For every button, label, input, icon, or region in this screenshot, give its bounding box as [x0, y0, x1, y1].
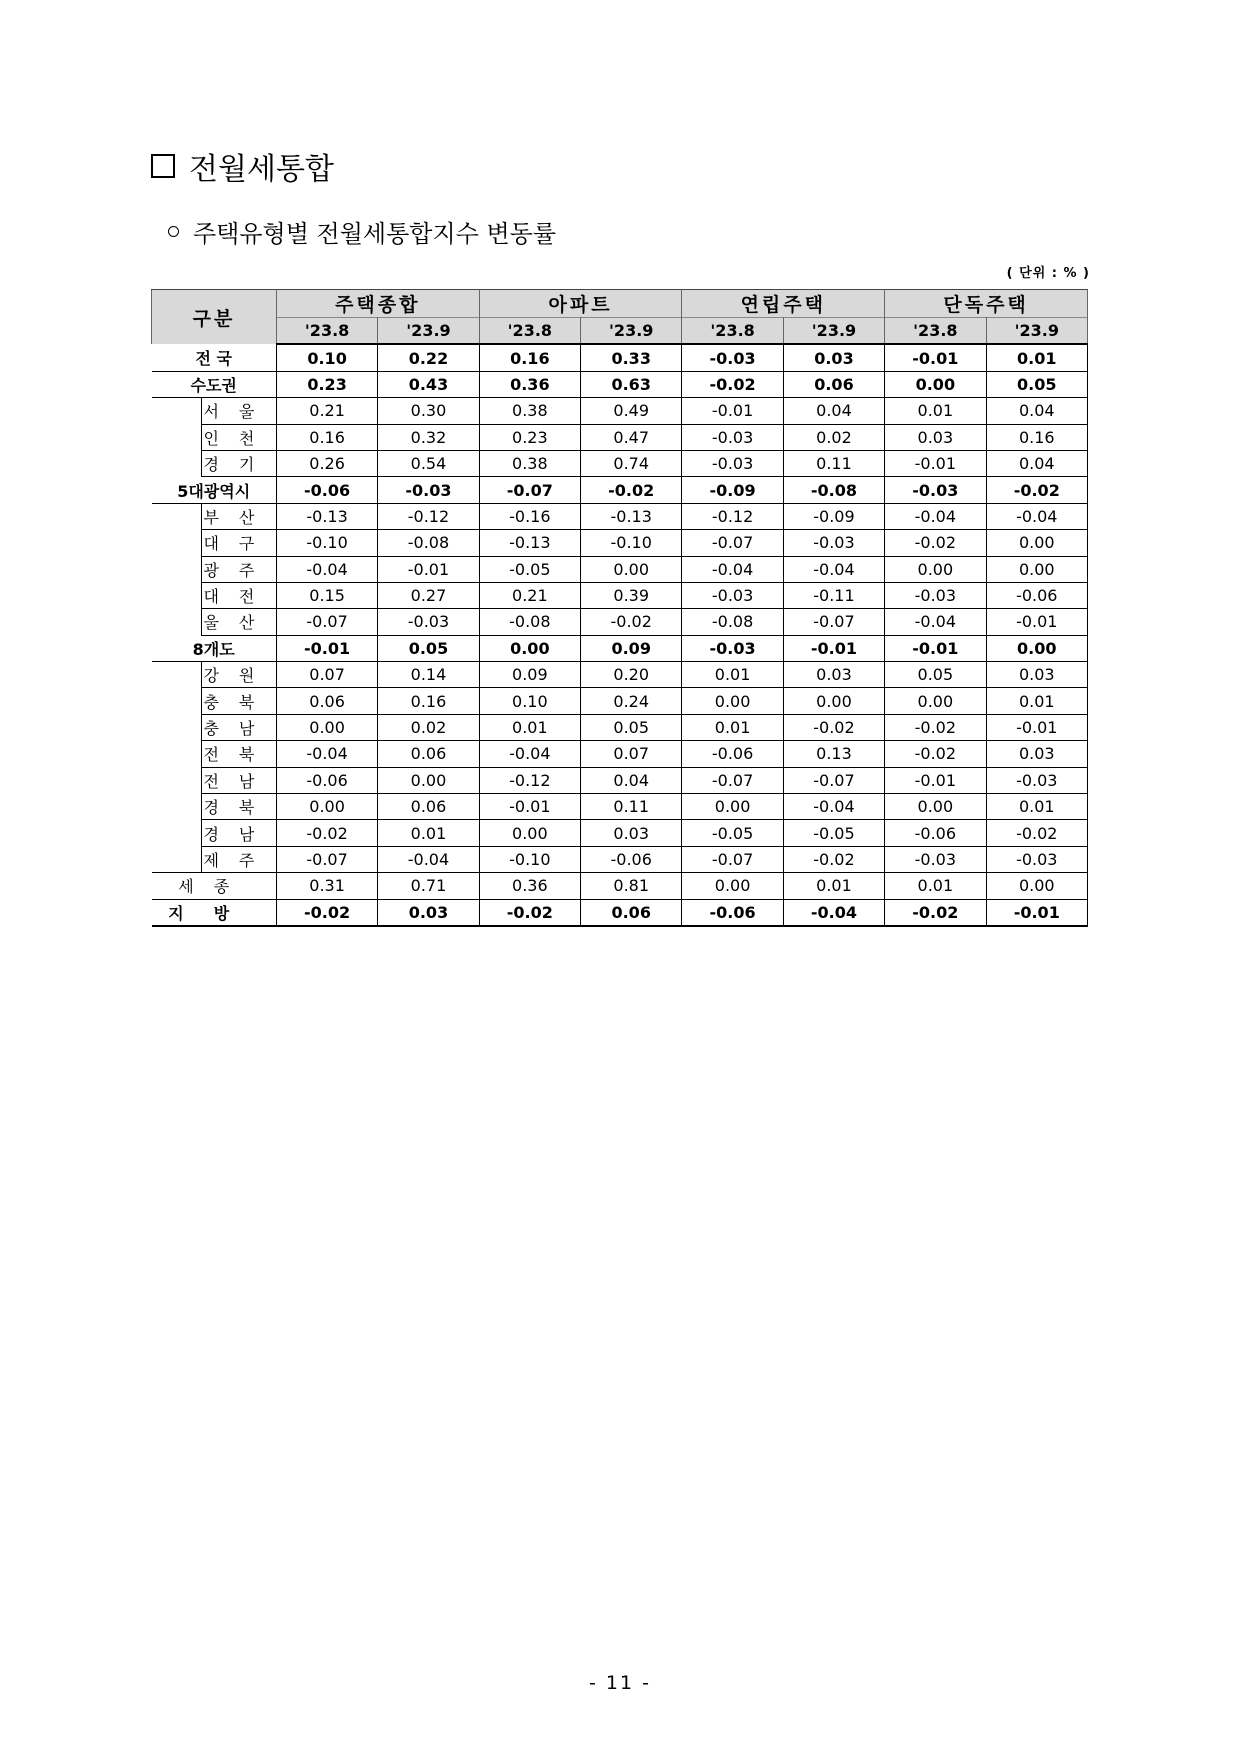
- value-cell: 0.07: [581, 741, 682, 767]
- value-cell: 0.06: [276, 688, 377, 714]
- table-row: [152, 424, 1088, 450]
- table-row: [152, 662, 1088, 688]
- table-header-periods: [152, 318, 1088, 345]
- value-cell: 0.74: [581, 450, 682, 476]
- value-cell: 0.00: [986, 873, 1087, 899]
- group-header: 단독주택: [885, 290, 1088, 318]
- row-label: 5대광역시: [152, 477, 277, 503]
- value-cell: 0.14: [378, 662, 479, 688]
- table-row: [152, 688, 1088, 714]
- period-header: '23.8: [885, 318, 986, 345]
- value-cell: -0.06: [581, 846, 682, 872]
- value-cell: 0.00: [885, 688, 986, 714]
- value-cell: -0.03: [986, 767, 1087, 793]
- value-cell: -0.04: [783, 556, 884, 582]
- value-cell: 0.16: [986, 424, 1087, 450]
- row-label: 지방: [152, 899, 277, 926]
- row-indent-spacer: [152, 767, 202, 793]
- value-cell: -0.07: [682, 530, 783, 556]
- table-row: [152, 530, 1088, 556]
- value-cell: 0.39: [581, 582, 682, 608]
- table-row: [152, 846, 1088, 872]
- value-cell: -0.12: [479, 767, 580, 793]
- value-cell: 0.03: [986, 662, 1087, 688]
- row-label: 경남: [201, 820, 276, 846]
- row-label: 인천: [201, 424, 276, 450]
- value-cell: 0.23: [276, 371, 377, 397]
- value-cell: -0.04: [986, 503, 1087, 529]
- corner-label: 구분: [152, 290, 277, 345]
- value-cell: -0.08: [479, 609, 580, 635]
- value-cell: 0.54: [378, 450, 479, 476]
- group-header: 주택종합: [276, 290, 479, 318]
- value-cell: -0.06: [682, 899, 783, 926]
- row-indent-spacer: [152, 450, 202, 476]
- value-cell: 0.03: [885, 424, 986, 450]
- value-cell: -0.12: [682, 503, 783, 529]
- value-cell: 0.02: [783, 424, 884, 450]
- value-cell: -0.02: [276, 820, 377, 846]
- row-label: 서울: [201, 398, 276, 424]
- value-cell: 0.71: [378, 873, 479, 899]
- value-cell: -0.02: [783, 714, 884, 740]
- value-cell: 0.00: [885, 371, 986, 397]
- table-row: [152, 794, 1088, 820]
- value-cell: 0.47: [581, 424, 682, 450]
- value-cell: -0.04: [479, 741, 580, 767]
- row-indent-spacer: [152, 820, 202, 846]
- row-label: 울산: [201, 609, 276, 635]
- value-cell: 0.20: [581, 662, 682, 688]
- value-cell: 0.13: [783, 741, 884, 767]
- value-cell: -0.02: [783, 846, 884, 872]
- value-cell: -0.04: [783, 899, 884, 926]
- value-cell: -0.08: [682, 609, 783, 635]
- row-indent-spacer: [152, 846, 202, 872]
- value-cell: 0.01: [682, 662, 783, 688]
- value-cell: -0.11: [783, 582, 884, 608]
- value-cell: -0.01: [885, 450, 986, 476]
- value-cell: 0.00: [783, 688, 884, 714]
- value-cell: 0.00: [682, 794, 783, 820]
- value-cell: 0.00: [885, 556, 986, 582]
- row-indent-spacer: [152, 424, 202, 450]
- unit-note: ( 단위 : % ): [1006, 266, 1090, 281]
- value-cell: -0.02: [885, 530, 986, 556]
- row-indent-spacer: [152, 741, 202, 767]
- value-cell: 0.24: [581, 688, 682, 714]
- row-label: 전남: [201, 767, 276, 793]
- page-number: - 11 -: [589, 1672, 651, 1694]
- value-cell: 0.06: [783, 371, 884, 397]
- sub-heading-text: 주택유형별 전월세통합지수 변동률: [193, 220, 557, 248]
- value-cell: 0.01: [986, 688, 1087, 714]
- value-cell: 0.00: [276, 714, 377, 740]
- value-cell: 0.22: [378, 344, 479, 371]
- value-cell: 0.02: [378, 714, 479, 740]
- row-indent-spacer: [152, 609, 202, 635]
- value-cell: 0.00: [986, 635, 1087, 661]
- table-row: [152, 344, 1088, 371]
- value-cell: -0.06: [276, 477, 377, 503]
- value-cell: 0.00: [682, 873, 783, 899]
- value-cell: -0.07: [276, 846, 377, 872]
- value-cell: -0.07: [276, 609, 377, 635]
- row-indent-spacer: [152, 582, 202, 608]
- value-cell: -0.03: [682, 344, 783, 371]
- value-cell: -0.05: [783, 820, 884, 846]
- value-cell: 0.31: [276, 873, 377, 899]
- row-label: 대전: [201, 582, 276, 608]
- value-cell: -0.09: [682, 477, 783, 503]
- hollow-circle-icon: [168, 226, 179, 237]
- row-label: 대구: [201, 530, 276, 556]
- value-cell: 0.03: [783, 662, 884, 688]
- value-cell: 0.05: [581, 714, 682, 740]
- value-cell: 0.16: [479, 344, 580, 371]
- section-heading-text: 전월세통합: [189, 152, 334, 187]
- value-cell: 0.81: [581, 873, 682, 899]
- value-cell: 0.05: [378, 635, 479, 661]
- value-cell: 0.01: [378, 820, 479, 846]
- value-cell: -0.03: [885, 582, 986, 608]
- value-cell: -0.02: [682, 371, 783, 397]
- value-cell: -0.03: [682, 424, 783, 450]
- value-cell: 0.00: [378, 767, 479, 793]
- value-cell: -0.02: [986, 820, 1087, 846]
- value-cell: -0.16: [479, 503, 580, 529]
- row-indent-spacer: [152, 794, 202, 820]
- value-cell: -0.08: [783, 477, 884, 503]
- row-label: 세종: [152, 873, 277, 899]
- row-label: 부산: [201, 503, 276, 529]
- value-cell: 0.32: [378, 424, 479, 450]
- value-cell: 0.10: [479, 688, 580, 714]
- value-cell: -0.07: [479, 477, 580, 503]
- value-cell: -0.02: [581, 609, 682, 635]
- value-cell: 0.38: [479, 398, 580, 424]
- value-cell: -0.01: [885, 344, 986, 371]
- value-cell: 0.03: [378, 899, 479, 926]
- value-cell: 0.16: [276, 424, 377, 450]
- table-row: [152, 820, 1088, 846]
- table-row: [152, 714, 1088, 740]
- value-cell: -0.03: [378, 609, 479, 635]
- table-row: [152, 477, 1088, 503]
- value-cell: 0.05: [986, 371, 1087, 397]
- rental-index-table: [151, 289, 1088, 927]
- value-cell: 0.06: [378, 794, 479, 820]
- row-label: 충남: [201, 714, 276, 740]
- period-header: '23.9: [986, 318, 1087, 345]
- value-cell: 0.43: [378, 371, 479, 397]
- value-cell: 0.10: [276, 344, 377, 371]
- value-cell: 0.00: [986, 556, 1087, 582]
- value-cell: 0.21: [276, 398, 377, 424]
- value-cell: 0.36: [479, 873, 580, 899]
- value-cell: -0.13: [479, 530, 580, 556]
- value-cell: -0.06: [682, 741, 783, 767]
- table-row: [152, 450, 1088, 476]
- table-row: [152, 635, 1088, 661]
- value-cell: -0.01: [986, 714, 1087, 740]
- value-cell: 0.04: [581, 767, 682, 793]
- value-cell: 0.01: [479, 714, 580, 740]
- value-cell: -0.03: [783, 530, 884, 556]
- value-cell: -0.07: [682, 846, 783, 872]
- value-cell: 0.01: [885, 398, 986, 424]
- row-label: 강원: [201, 662, 276, 688]
- value-cell: -0.05: [479, 556, 580, 582]
- table-row: [152, 398, 1088, 424]
- row-label: 충북: [201, 688, 276, 714]
- value-cell: -0.07: [682, 767, 783, 793]
- row-indent-spacer: [152, 530, 202, 556]
- value-cell: 0.05: [885, 662, 986, 688]
- value-cell: -0.01: [479, 794, 580, 820]
- value-cell: 0.00: [682, 688, 783, 714]
- value-cell: -0.03: [986, 846, 1087, 872]
- row-label: 광주: [201, 556, 276, 582]
- value-cell: 0.38: [479, 450, 580, 476]
- value-cell: -0.01: [986, 899, 1087, 926]
- value-cell: -0.01: [783, 635, 884, 661]
- value-cell: -0.04: [783, 794, 884, 820]
- sub-heading: [168, 214, 556, 249]
- value-cell: 0.06: [378, 741, 479, 767]
- value-cell: -0.02: [885, 899, 986, 926]
- value-cell: 0.15: [276, 582, 377, 608]
- value-cell: -0.01: [986, 609, 1087, 635]
- value-cell: 0.00: [276, 794, 377, 820]
- row-indent-spacer: [152, 714, 202, 740]
- row-indent-spacer: [152, 503, 202, 529]
- value-cell: -0.06: [986, 582, 1087, 608]
- period-header: '23.8: [479, 318, 580, 345]
- value-cell: -0.08: [378, 530, 479, 556]
- value-cell: -0.04: [276, 556, 377, 582]
- period-header: '23.8: [276, 318, 377, 345]
- value-cell: -0.10: [479, 846, 580, 872]
- value-cell: 0.06: [581, 899, 682, 926]
- value-cell: 0.00: [986, 530, 1087, 556]
- value-cell: -0.02: [885, 714, 986, 740]
- value-cell: -0.03: [682, 450, 783, 476]
- value-cell: -0.01: [682, 398, 783, 424]
- row-indent-spacer: [152, 662, 202, 688]
- value-cell: -0.04: [378, 846, 479, 872]
- value-cell: -0.01: [885, 767, 986, 793]
- row-label: 제주: [201, 846, 276, 872]
- value-cell: 0.09: [581, 635, 682, 661]
- value-cell: -0.03: [885, 477, 986, 503]
- row-label: 경기: [201, 450, 276, 476]
- value-cell: 0.26: [276, 450, 377, 476]
- value-cell: 0.33: [581, 344, 682, 371]
- table-row: [152, 741, 1088, 767]
- value-cell: 0.00: [479, 820, 580, 846]
- value-cell: -0.10: [276, 530, 377, 556]
- table-row: [152, 371, 1088, 397]
- value-cell: 0.30: [378, 398, 479, 424]
- table-row: [152, 582, 1088, 608]
- value-cell: 0.21: [479, 582, 580, 608]
- group-header: 아파트: [479, 290, 682, 318]
- value-cell: 0.27: [378, 582, 479, 608]
- value-cell: -0.13: [276, 503, 377, 529]
- value-cell: -0.04: [885, 609, 986, 635]
- value-cell: -0.03: [885, 846, 986, 872]
- section-heading: [151, 144, 334, 188]
- value-cell: 0.01: [783, 873, 884, 899]
- period-header: '23.9: [581, 318, 682, 345]
- value-cell: 0.04: [986, 398, 1087, 424]
- value-cell: 0.01: [885, 873, 986, 899]
- period-header: '23.8: [682, 318, 783, 345]
- value-cell: -0.02: [581, 477, 682, 503]
- row-label: 전 국: [152, 344, 277, 371]
- row-label: 수도권: [152, 371, 277, 397]
- table-body: [152, 344, 1088, 926]
- table-row: [152, 767, 1088, 793]
- row-indent-spacer: [152, 556, 202, 582]
- value-cell: 0.11: [581, 794, 682, 820]
- value-cell: -0.02: [986, 477, 1087, 503]
- value-cell: 0.04: [986, 450, 1087, 476]
- value-cell: -0.10: [581, 530, 682, 556]
- value-cell: -0.09: [783, 503, 884, 529]
- value-cell: -0.03: [682, 635, 783, 661]
- table-row: [152, 556, 1088, 582]
- value-cell: -0.05: [682, 820, 783, 846]
- value-cell: 0.03: [783, 344, 884, 371]
- value-cell: 0.03: [986, 741, 1087, 767]
- value-cell: -0.04: [885, 503, 986, 529]
- value-cell: 0.49: [581, 398, 682, 424]
- period-header: '23.9: [783, 318, 884, 345]
- value-cell: 0.16: [378, 688, 479, 714]
- table-row: [152, 873, 1088, 899]
- value-cell: 0.00: [479, 635, 580, 661]
- value-cell: -0.03: [378, 477, 479, 503]
- row-indent-spacer: [152, 398, 202, 424]
- value-cell: -0.12: [378, 503, 479, 529]
- period-header: '23.9: [378, 318, 479, 345]
- row-label: 경북: [201, 794, 276, 820]
- row-label: 8개도: [152, 635, 277, 661]
- value-cell: -0.06: [276, 767, 377, 793]
- value-cell: -0.01: [378, 556, 479, 582]
- value-cell: -0.02: [479, 899, 580, 926]
- value-cell: -0.07: [783, 609, 884, 635]
- value-cell: -0.01: [885, 635, 986, 661]
- value-cell: 0.04: [783, 398, 884, 424]
- value-cell: 0.63: [581, 371, 682, 397]
- table-row: [152, 503, 1088, 529]
- value-cell: 0.11: [783, 450, 884, 476]
- square-box-icon: [151, 154, 175, 178]
- value-cell: -0.01: [276, 635, 377, 661]
- value-cell: -0.04: [276, 741, 377, 767]
- value-cell: 0.01: [986, 344, 1087, 371]
- value-cell: -0.02: [276, 899, 377, 926]
- value-cell: 0.00: [885, 794, 986, 820]
- group-header: 연립주택: [682, 290, 885, 318]
- value-cell: -0.02: [885, 741, 986, 767]
- row-indent-spacer: [152, 688, 202, 714]
- value-cell: 0.00: [581, 556, 682, 582]
- table-header-groups: [152, 290, 1088, 318]
- value-cell: -0.13: [581, 503, 682, 529]
- value-cell: 0.01: [986, 794, 1087, 820]
- value-cell: -0.07: [783, 767, 884, 793]
- value-cell: 0.01: [682, 714, 783, 740]
- row-label: 전북: [201, 741, 276, 767]
- value-cell: 0.36: [479, 371, 580, 397]
- table-row: [152, 609, 1088, 635]
- table-row: [152, 899, 1088, 926]
- value-cell: -0.06: [885, 820, 986, 846]
- value-cell: 0.07: [276, 662, 377, 688]
- value-cell: 0.09: [479, 662, 580, 688]
- value-cell: -0.04: [682, 556, 783, 582]
- value-cell: 0.23: [479, 424, 580, 450]
- value-cell: 0.03: [581, 820, 682, 846]
- value-cell: -0.03: [682, 582, 783, 608]
